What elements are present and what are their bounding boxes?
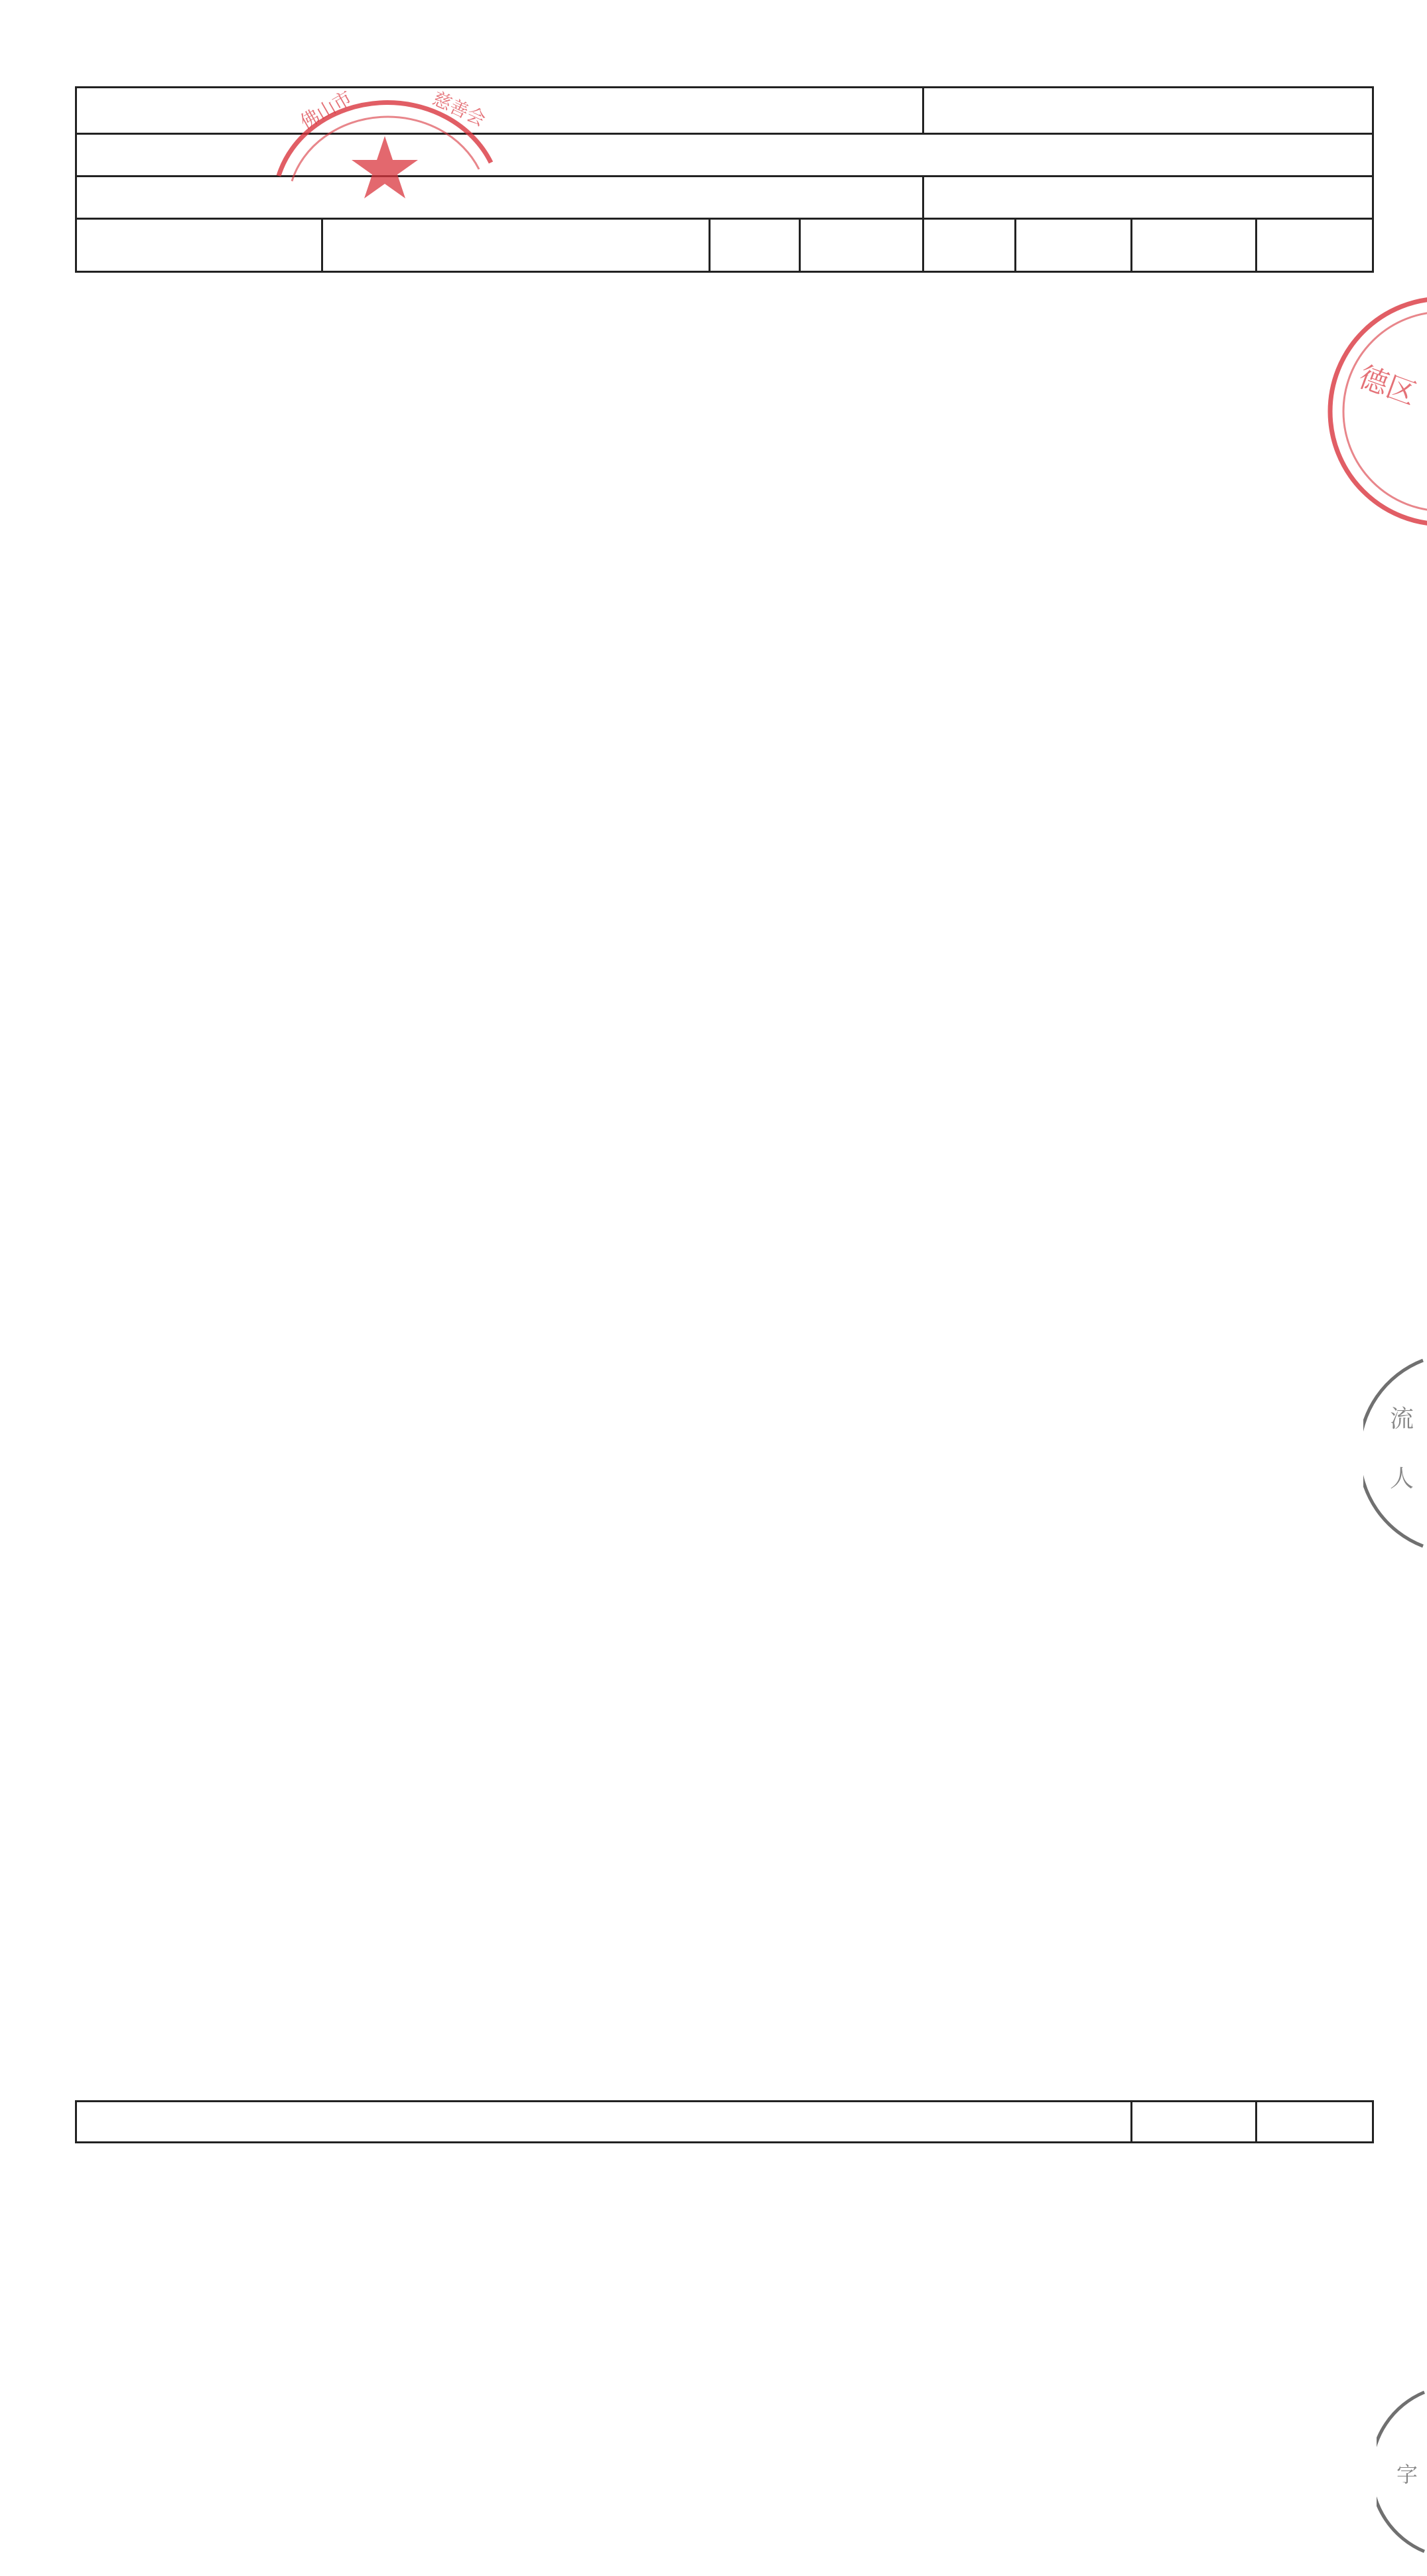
column-header [1132,219,1257,272]
activity-name [76,88,923,134]
edge-stamp-mark-bottom [1377,2389,1427,2555]
budget-table-page-1 [75,86,1374,273]
column-header [923,219,1016,272]
activity-year [76,134,1373,177]
svg-text:慈善会: 慈善会 [429,87,490,131]
total-budget [923,88,1373,134]
svg-text:佛山市: 佛山市 [297,86,356,134]
column-header [76,219,322,272]
svg-text:人: 人 [1390,1465,1414,1492]
budget-table-page-3 [75,2100,1374,2143]
svg-text:流: 流 [1390,1405,1414,1433]
column-header [800,219,923,272]
svg-text:德区: 德区 [1354,360,1421,412]
edge-stamp-mark [1363,1354,1427,1553]
column-header [710,219,800,272]
svg-text:字: 字 [1396,2462,1418,2487]
column-header [322,219,710,272]
org-name [76,177,923,219]
column-header [1257,219,1373,272]
total-empty-cell [1257,2102,1373,2143]
column-header [1016,219,1132,272]
total-value [1132,2102,1257,2143]
total-label [76,2102,1132,2143]
partner-org [923,177,1373,219]
official-seal-stamp-right [1317,292,1427,531]
